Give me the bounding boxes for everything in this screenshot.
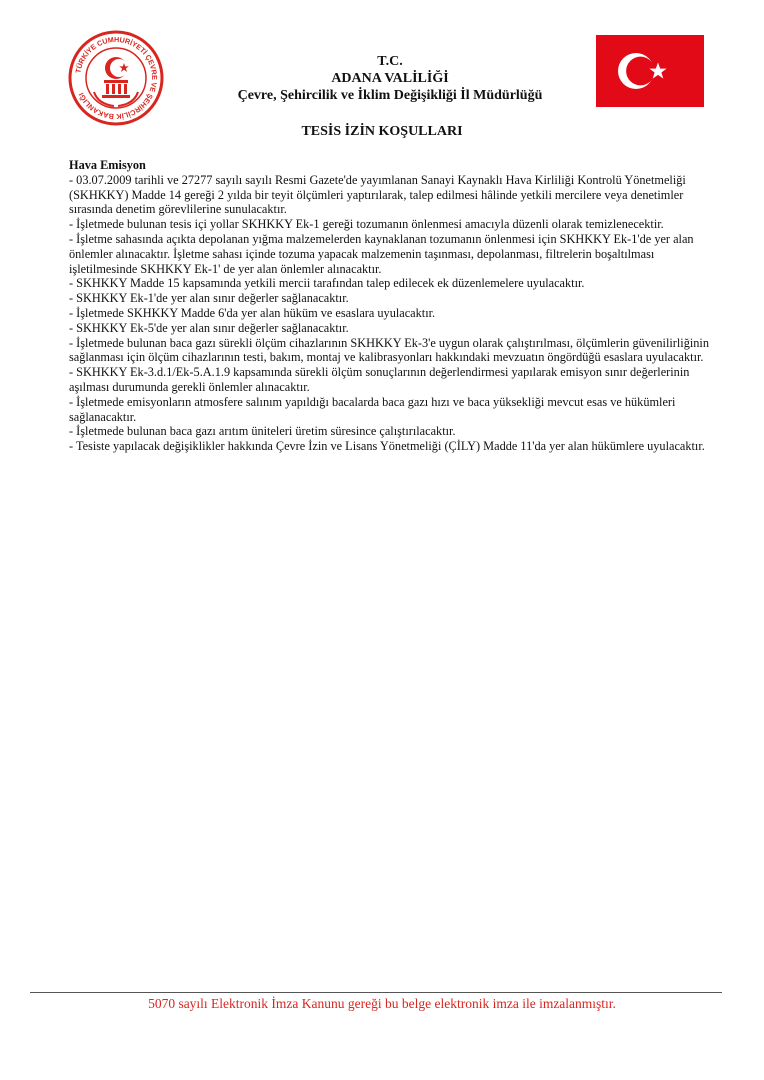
condition-item: - İşletmede bulunan baca gazı sürekli ölçüm cihazlarının SKHKKY Ek-3'e uygun olarak çalıştırılması, ölçümlerin güvenilirliğinin sağlanması için ölçüm cihazlarının testi, bakım, montaj ve kalibrasyonları hakkındaki mevzuatın öngördüğü esaslara uyulacaktır.: [69, 335, 709, 365]
condition-item: - SKHKKY Ek-1'de yer alan sınır değerler sağlanacaktır.: [69, 291, 349, 306]
condition-item: - İşletmede emisyonların atmosfere salınım yapıldığı bacalarda baca gazı hızı ve baca yüksekliği mevcut esas ve hükümleri sağlanacaktır.: [69, 394, 676, 424]
document-title: TESİS İZİN KOŞULLARI: [301, 124, 463, 139]
condition-item: - 03.07.2009 tarihli ve 27277 sayılı sayılı Resmi Gazete'de yayımlanan Sanayi Kaynaklı Hava Kirliliği Kontrolü Yönetmeliği (SKHKKY) Madde 14 gereği 2 yılda bir teyit ölçümleri yaptırılarak, talep edilmesi hâlinde yetkili mercilere veya denetimler sırasında denetim görevlilerine sunulacaktır.: [69, 172, 686, 217]
condition-item: - İşletmede SKHKKY Madde 6'da yer alan hüküm ve esaslara uyulacaktır.: [69, 305, 436, 320]
condition-item: - SKHKKY Madde 15 kapsamında yetkili mercii tarafından talep edilecek ek düzenlemelere uyulacaktır.: [69, 276, 585, 291]
header-line-directorate: Çevre, Şehircilik ve İklim Değişikliği İl Müdürlüğü: [237, 88, 543, 103]
condition-item: - İşletmede bulunan tesis içi yollar SKHKKY Ek-1 gereği tozumanın önlenmesi amacıyla düzenli olarak temizlenecektir.: [69, 217, 664, 232]
seal-ring-text: TÜRKİYE CUMHURİYETİ ÇEVRE VE ŞEHİRCİLİK BAKANLIĞI: [73, 34, 160, 122]
header-line-tc: T.C.: [377, 54, 403, 69]
ministry-seal-icon: [68, 30, 164, 126]
condition-item: - Tesiste yapılacak değişiklikler hakkında Çevre İzin ve Lisans Yönetmeliği (ÇİLY) Madde 11'da yer alan hükümlere uyulacaktır.: [69, 439, 705, 454]
document-header: [190, 53, 590, 104]
section-heading: Hava Emisyon: [69, 158, 146, 172]
footer-divider: [30, 992, 722, 993]
condition-item: - SKHKKY Ek-3.d.1/Ek-5.A.1.9 kapsamında sürekli ölçüm sonuçlarının değerlendirmesi yapılarak emisyon sınır değerlerinin aşılması durumunda gerekli önlemler alınacaktır.: [69, 365, 690, 394]
header-line-governorship: ADANA VALİLİĞİ: [331, 71, 449, 86]
condition-item: - İşletmede bulunan baca gazı arıtım üniteleri üretim süresince çalıştırılacaktır.: [69, 424, 456, 439]
e-signature-notice: 5070 sayılı Elektronik İmza Kanunu gereği bu belge elektronik imza ile imzalanmıştır.: [148, 996, 616, 1011]
turkish-flag-icon: [596, 35, 704, 107]
condition-item: - İşletme sahasında açıkta depolanan yığma malzemelerden kaynaklanan tozumanın önlenmesi için SKHKKY Ek-1'de yer alan önlemler alınacaktır. İşletme sahası içinde tozuma yapacak malzemenin taşınması, depolanması, filtrelerin boşaltılması işletilmesinde SKHKKY Ek-1' de yer alan önlemler alınacaktır.: [69, 231, 694, 276]
document-body: [69, 158, 709, 454]
condition-item: - SKHKKY Ek-5'de yer alan sınır değerler sağlanacaktır.: [69, 320, 349, 335]
